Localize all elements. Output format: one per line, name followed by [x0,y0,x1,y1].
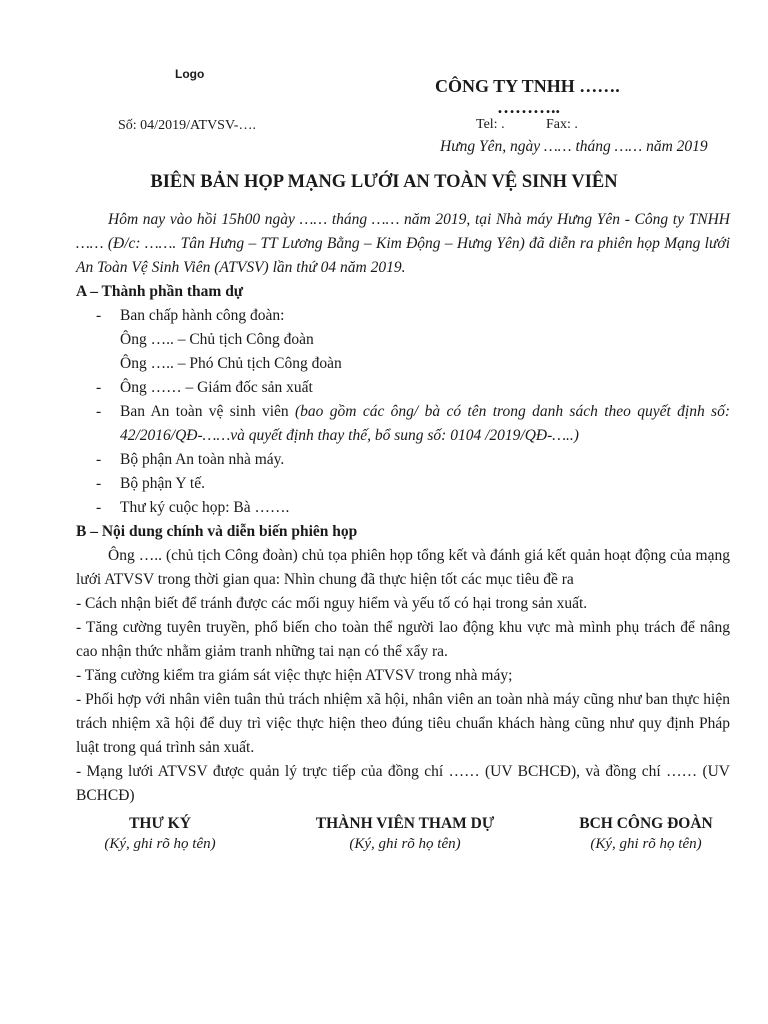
section-b-heading: B – Nội dung chính và diễn biến phiên họp [76,523,358,540]
document-body [76,208,730,808]
attendee-production-director: Ông …… – Giám đốc sản xuất [120,379,313,396]
section-a-heading: A – Thành phần tham dự [76,283,244,300]
signature-union [566,814,726,854]
signature-note: (Ký, ghi rõ họ tên) [104,836,216,852]
signature-title: THƯ KÝ [129,815,191,832]
logo-placeholder: Logo [175,67,205,81]
list-item: - Ban An toàn vệ sinh viên (bao gồm các ông/ bà có tên trong danh sách theo quyết định số: 42/2016/QĐ-……và quyết định thay thế, bổ sung số: 0104 /2019/QĐ-…..) [96,403,730,444]
content-item: - Phối hợp với nhân viên tuân thủ trách nhiệm xã hội, nhân viên an toàn nhà máy cũng như ban thực hiện trách nhiệm xã hội để duy trì việc thực hiện theo đúng tiêu chuẩn khách hàng cũng như quy định Pháp luật trong quá trình sản xuất. [76,691,730,756]
attendee-secretary: Thư ký cuộc họp: Bà ……. [120,499,290,516]
document-title: BIÊN BẢN HỌP MẠNG LƯỚI AN TOÀN VỆ SINH VIÊN [150,172,618,192]
signature-note: (Ký, ghi rõ họ tên) [590,836,702,852]
list-item: - Ban chấp hành công đoàn: [96,307,285,324]
section-b-paragraph: Ông ….. (chủ tịch Công đoàn) chủ tọa phiên họp tổng kết và đánh giá kết quản hoạt động của mạng lưới ATVSV trong thời gian qua: Nhìn chung đã thực hiện tốt các mục tiêu đề ra [76,547,730,588]
attendee-union-chair: Ông ….. – Chủ tịch Công đoàn [120,331,314,348]
document-number: Số: 04/2019/ATVSV-…. [118,118,256,133]
telephone: Tel: . [476,117,505,132]
list-item: - Thư ký cuộc họp: Bà ……. [96,499,290,516]
content-item: - Tăng cường kiểm tra giám sát việc thực hiện ATVSV trong nhà máy; [76,667,513,684]
signature-members [300,814,510,854]
signature-title: THÀNH VIÊN THAM DỰ [315,815,495,832]
fax: Fax: . [546,117,578,132]
intro-paragraph: Hôm nay vào hồi 15h00 ngày …… tháng …… năm 2019, tại Nhà máy Hưng Yên - Công ty TNHH …… (Đ/c: ……. Tân Hưng – TT Lương Bằng – Kim Động – Hưng Yên) đã diễn ra phiên họp Mạng lưới An Toàn Vệ Sinh Viên (ATVSV) lần thứ 04 năm 2019. [76,211,730,276]
attendee-safety-board-note: (bao gồm các ông/ bà có tên trong danh sách theo quyết định số: 42/2016/QĐ-……và quyết định thay thế, bổ sung số: 0104 /2019/QĐ-…..) [120,403,730,444]
attendee-safety-board: Ban An toàn vệ sinh viên [120,403,296,420]
attendee-factory-safety: Bộ phận An toàn nhà máy. [120,451,285,468]
place-date: Hưng Yên, ngày …… tháng …… năm 2019 [440,138,708,155]
signature-title: BCH CÔNG ĐOÀN [579,815,713,832]
attendee-medical: Bộ phận Y tế. [120,475,205,492]
list-item: - Bộ phận An toàn nhà máy. [96,451,285,468]
list-item: - Ông …… – Giám đốc sản xuất [96,379,313,396]
list-item: - Bộ phận Y tế. [96,475,205,492]
company-name-continuation: ……….. [497,97,560,117]
attendee-union-vice-chair: Ông ….. – Phó Chủ tịch Công đoàn [120,355,342,372]
signature-secretary [80,814,240,854]
content-item: - Cách nhận biết để tránh được các mối nguy hiểm và yếu tố có hại trong sản xuất. [76,595,588,612]
content-item: - Tăng cường tuyên truyền, phổ biến cho toàn thể người lao động khu vực mà mình phụ trách để nâng cao nhận thức nhằm giảm tranh những tai nạn có thể xẩy ra. [76,619,730,660]
company-name: CÔNG TY TNHH ……. [435,76,620,96]
attendee-union-committee: Ban chấp hành công đoàn: [120,307,285,324]
content-item: - Mạng lưới ATVSV được quản lý trực tiếp của đồng chí …… (UV BCHCĐ), và đồng chí …… (UV BCHCĐ) [76,763,730,804]
signature-note: (Ký, ghi rõ họ tên) [349,836,461,852]
